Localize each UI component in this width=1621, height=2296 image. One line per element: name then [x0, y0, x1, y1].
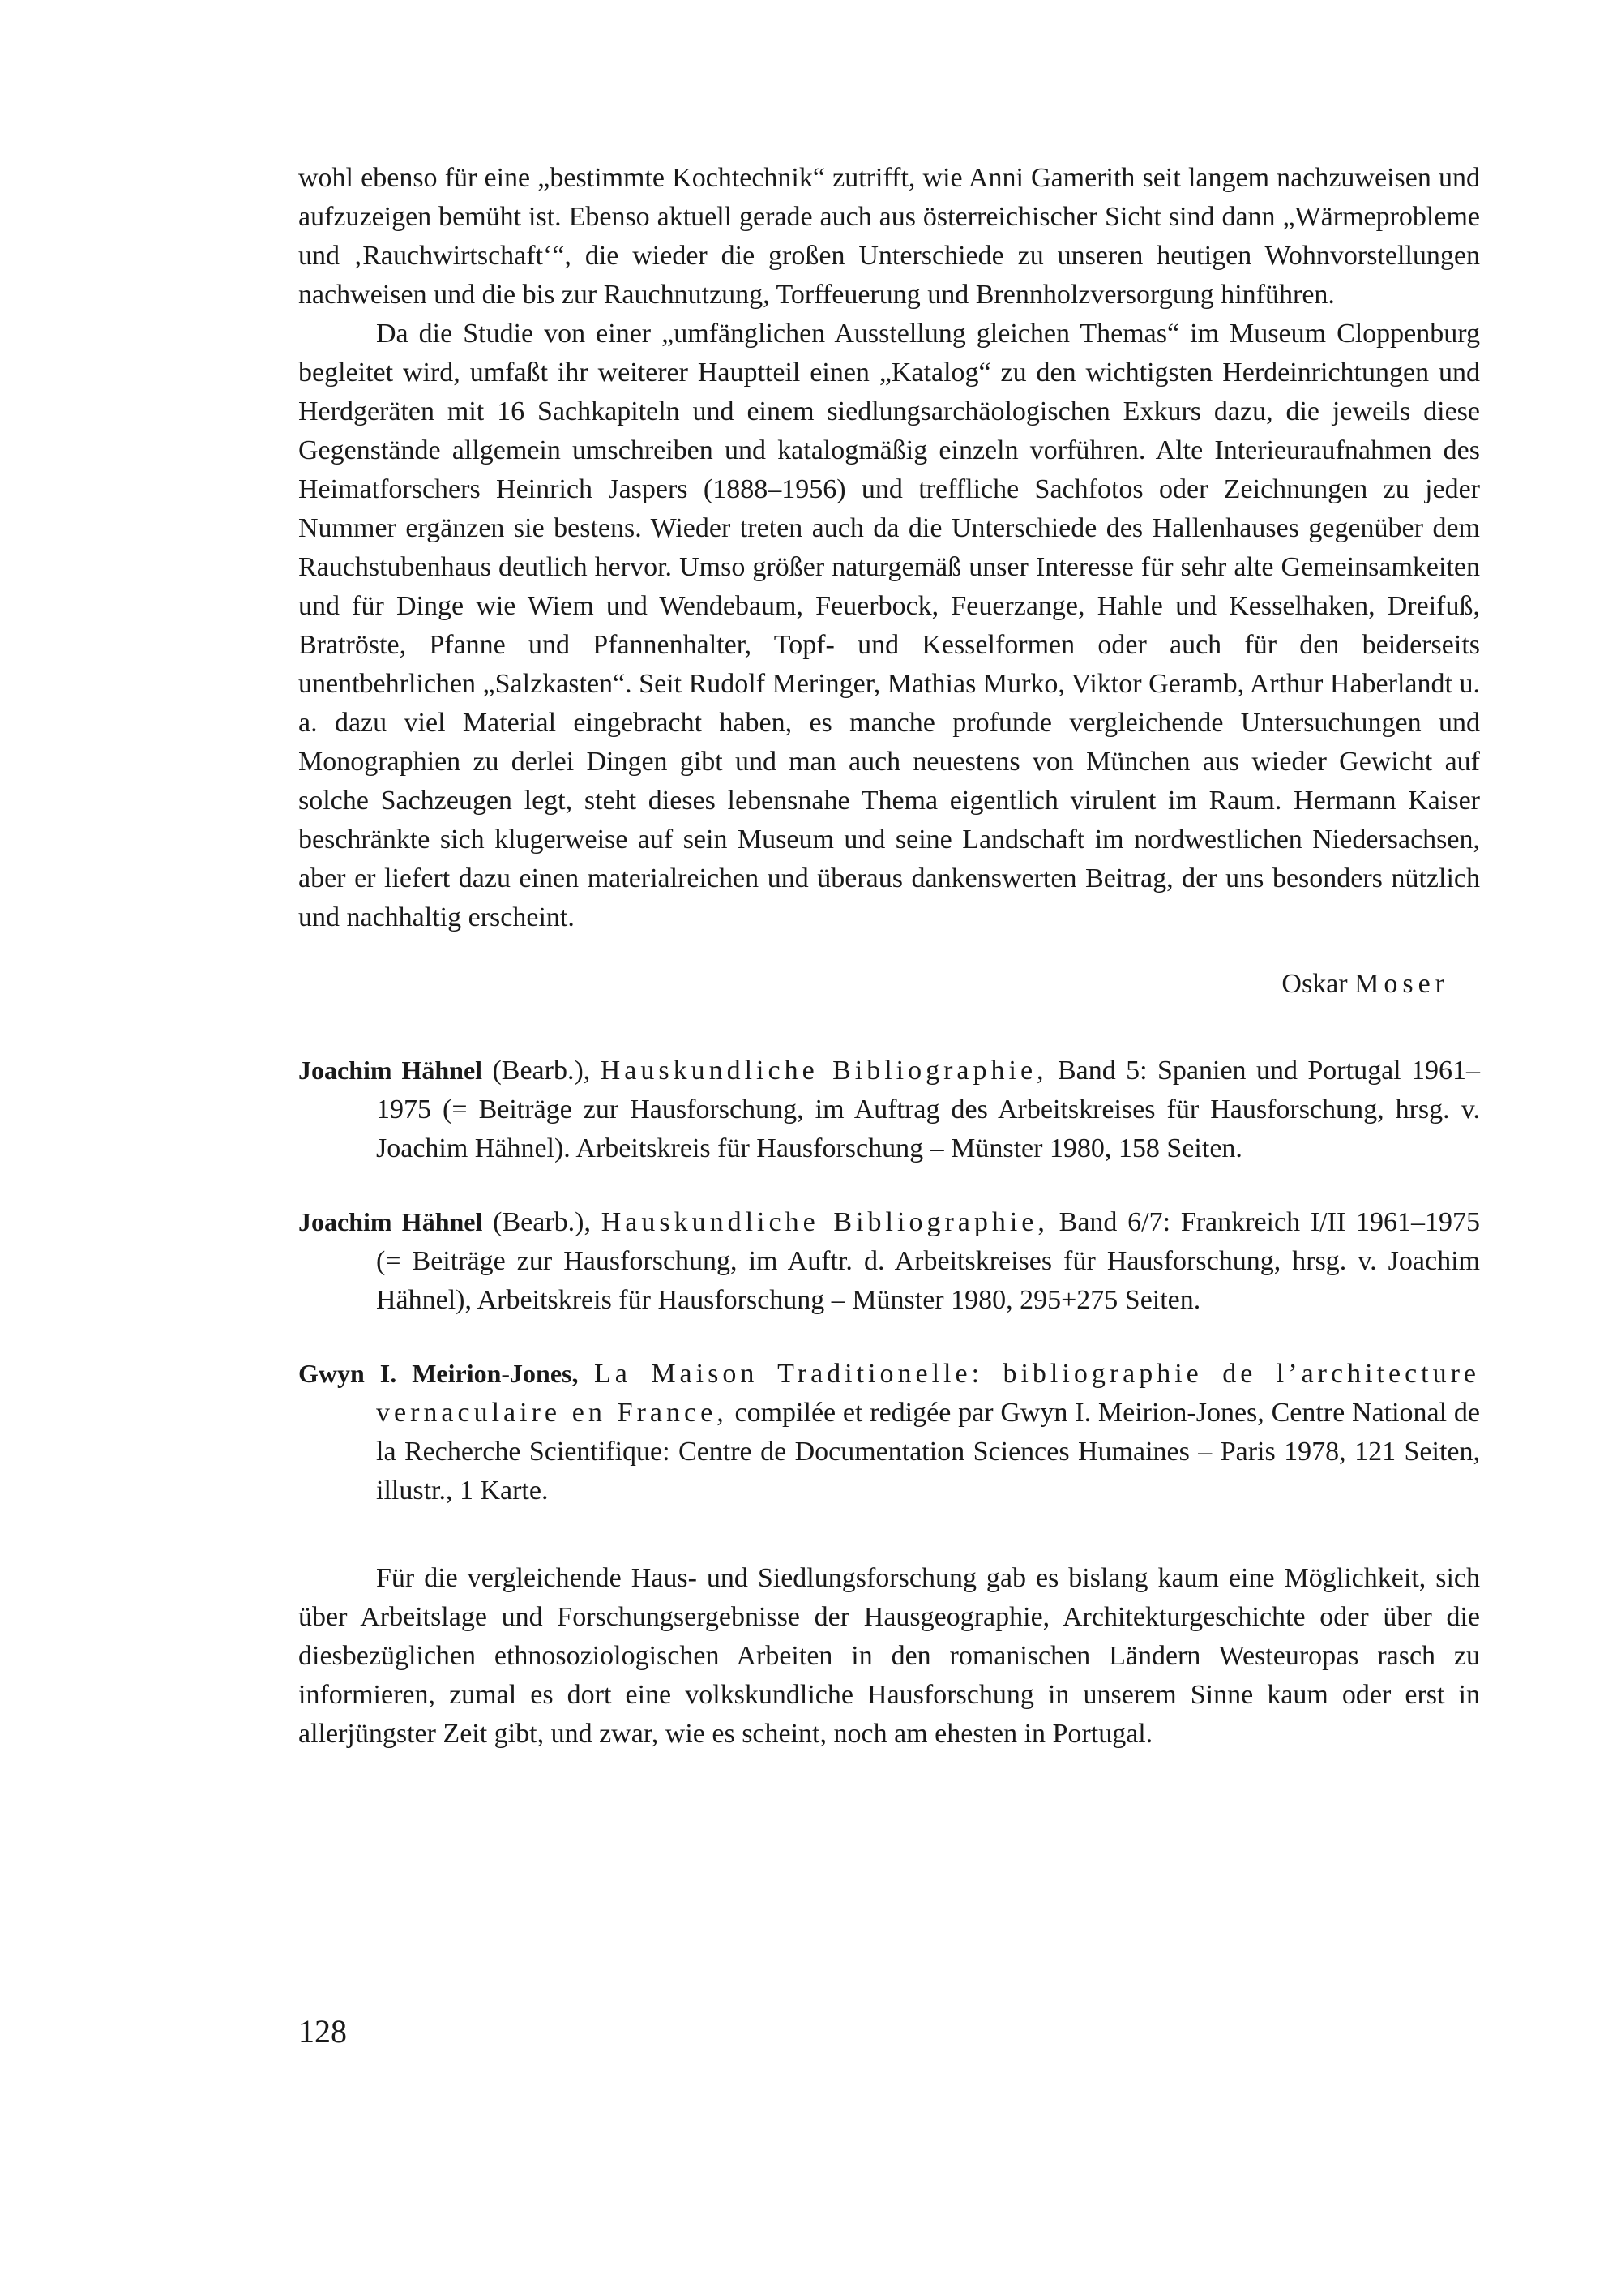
page-number: 128	[298, 2013, 347, 2050]
bib-author: Joachim Hähnel	[298, 1207, 483, 1236]
bibliography-entry	[298, 1051, 1480, 1168]
review-3-paragraph-1: Für die vergleichende Haus- und Siedlungsforschung gab es bislang kaum eine Möglichkeit, sich über Arbeitslage und Forschungsergebnisse der Hausgeographie, Architekturgeschichte oder über die diesbezüglichen ethnosoziologischen Arbeiten in den romanischen Ländern Westeuropas rasch zu informieren, zumal es dort eine volkskundliche Hausforschung in unserem Sinne kaum oder erst in allerjüngster Zeit gibt, und zwar, wie es scheint, noch am ehesten in Portugal.	[298, 1563, 1480, 1749]
bib-details: Band 5: Spanien und Portugal 1961–1975 (= Beiträge zur Hausforschung, im Auftrag des Arbeitskreises für Hausforschung, hrsg. v. Joachim Hähnel). Arbeitskreis für Hausforschung – Münster 1980, 158 Seiten.	[376, 1056, 1481, 1163]
bib-author: Gwyn I. Meirion-Jones,	[298, 1359, 579, 1388]
review-paragraph-2: Da die Studie von einer „umfänglichen Ausstellung gleichen Themas“ im Museum Cloppenburg begleitet wird, umfaßt ihr weiterer Hauptteil einen „Katalog“ zu den wichtigsten Herdeinrichtungen und Herdgeräten mit 16 Sachkapiteln und einem siedlungsarchäologischen Exkurs dazu, die jeweils diese Gegenstände allgemein umschreiben und katalogmäßig einzeln vorführen. Alte Interieuraufnahmen des Heimatforschers Heinrich Jaspers (1888–1956) und treffliche Sachfotos oder Zeichnungen zu jeder Nummer ergänzen sie bestens. Wieder treten auch da die Unterschiede des Hallenhauses gegenüber dem Rauchstubenhaus deutlich hervor. Umso größer naturgemäß unser Interesse für sehr alte Gemeinsamkeiten und für Dinge wie Wiem und Wendebaum, Feuerbock, Feuerzange, Hahle und Kesselhaken, Dreifuß, Bratröste, Pfanne und Pfannenhalter, Topf- und Kesselformen oder auch für den beiderseits unentbehrlichen „Salzkasten“. Seit Rudolf Meringer, Mathias Murko, Viktor Geramb, Arthur Haberlandt u. a. dazu viel Material eingebracht haben, es manche profunde vergleichende Untersuchungen und Monographien zu derlei Dingen gibt und man auch neuestens von München aus wieder Gewicht auf solche Sachzeugen legt, steht dieses lebensnahe Thema eigentlich virulent im Raum. Hermann Kaiser beschränkte sich klugerweise auf sein Museum und seine Landschaft im nordwestlichen Niedersachsen, aber er liefert dazu einen materialreichen und überaus dankenswerten Beitrag, der uns besonders nützlich und nachhaltig erscheint.	[298, 319, 1480, 932]
bibliography-entry	[298, 1202, 1480, 1320]
bib-role: (Bearb.),	[482, 1207, 601, 1237]
bib-role: (Bearb.),	[482, 1056, 601, 1086]
bib-author: Joachim Hähnel	[298, 1056, 483, 1085]
review-paragraph-1: wohl ebenso für eine „bestimmte Kochtechnik“ zutrifft, wie Anni Gamerith seit langem nachzuweisen und aufzuzeigen bemüht ist. Ebenso aktuell gerade auch aus österreichischer Sicht sind dann „Wärmeprobleme und ‚Rauchwirtschaft‘“, die wieder die großen Unterschiede zu unseren heutigen Wohnvorstellungen nachweisen und die bis zur Rauchnutzung, Torffeuerung und Brennholzversorgung hinführen.	[298, 163, 1480, 310]
bib-details: compilée et redigée par Gwyn I. Meirion-Jones, Centre National de la Recherche Scientifique: Centre de Documentation Sciences Humaines – Paris 1978, 121 Seiten, illustr., 1 Karte.	[376, 1398, 1480, 1506]
bib-title: La Maison Traditionelle: bibliographie de l’architecture vernaculaire en France,	[376, 1359, 1481, 1428]
bibliography-entry	[298, 1354, 1480, 1510]
reviewer-signature	[298, 965, 1449, 1004]
reviewer-last-name: Moser	[1354, 969, 1449, 999]
reviewer-first-name: Oskar	[1281, 969, 1348, 999]
bib-details: Band 6/7: Frankreich I/II 1961–1975 (= Beiträge zur Hausforschung, im Auftr. d. Arbeitskreises für Hausforschung, hrsg. v. Joachim Hähnel), Arbeitskreis für Hausforschung – Münster 1980, 295+275 Seiten.	[376, 1207, 1481, 1315]
bib-role	[579, 1359, 594, 1389]
bib-title: Hauskundliche Bibliographie,	[600, 1056, 1048, 1086]
document-page	[298, 159, 1480, 1754]
bib-title: Hauskundliche Bibliographie,	[601, 1207, 1049, 1237]
